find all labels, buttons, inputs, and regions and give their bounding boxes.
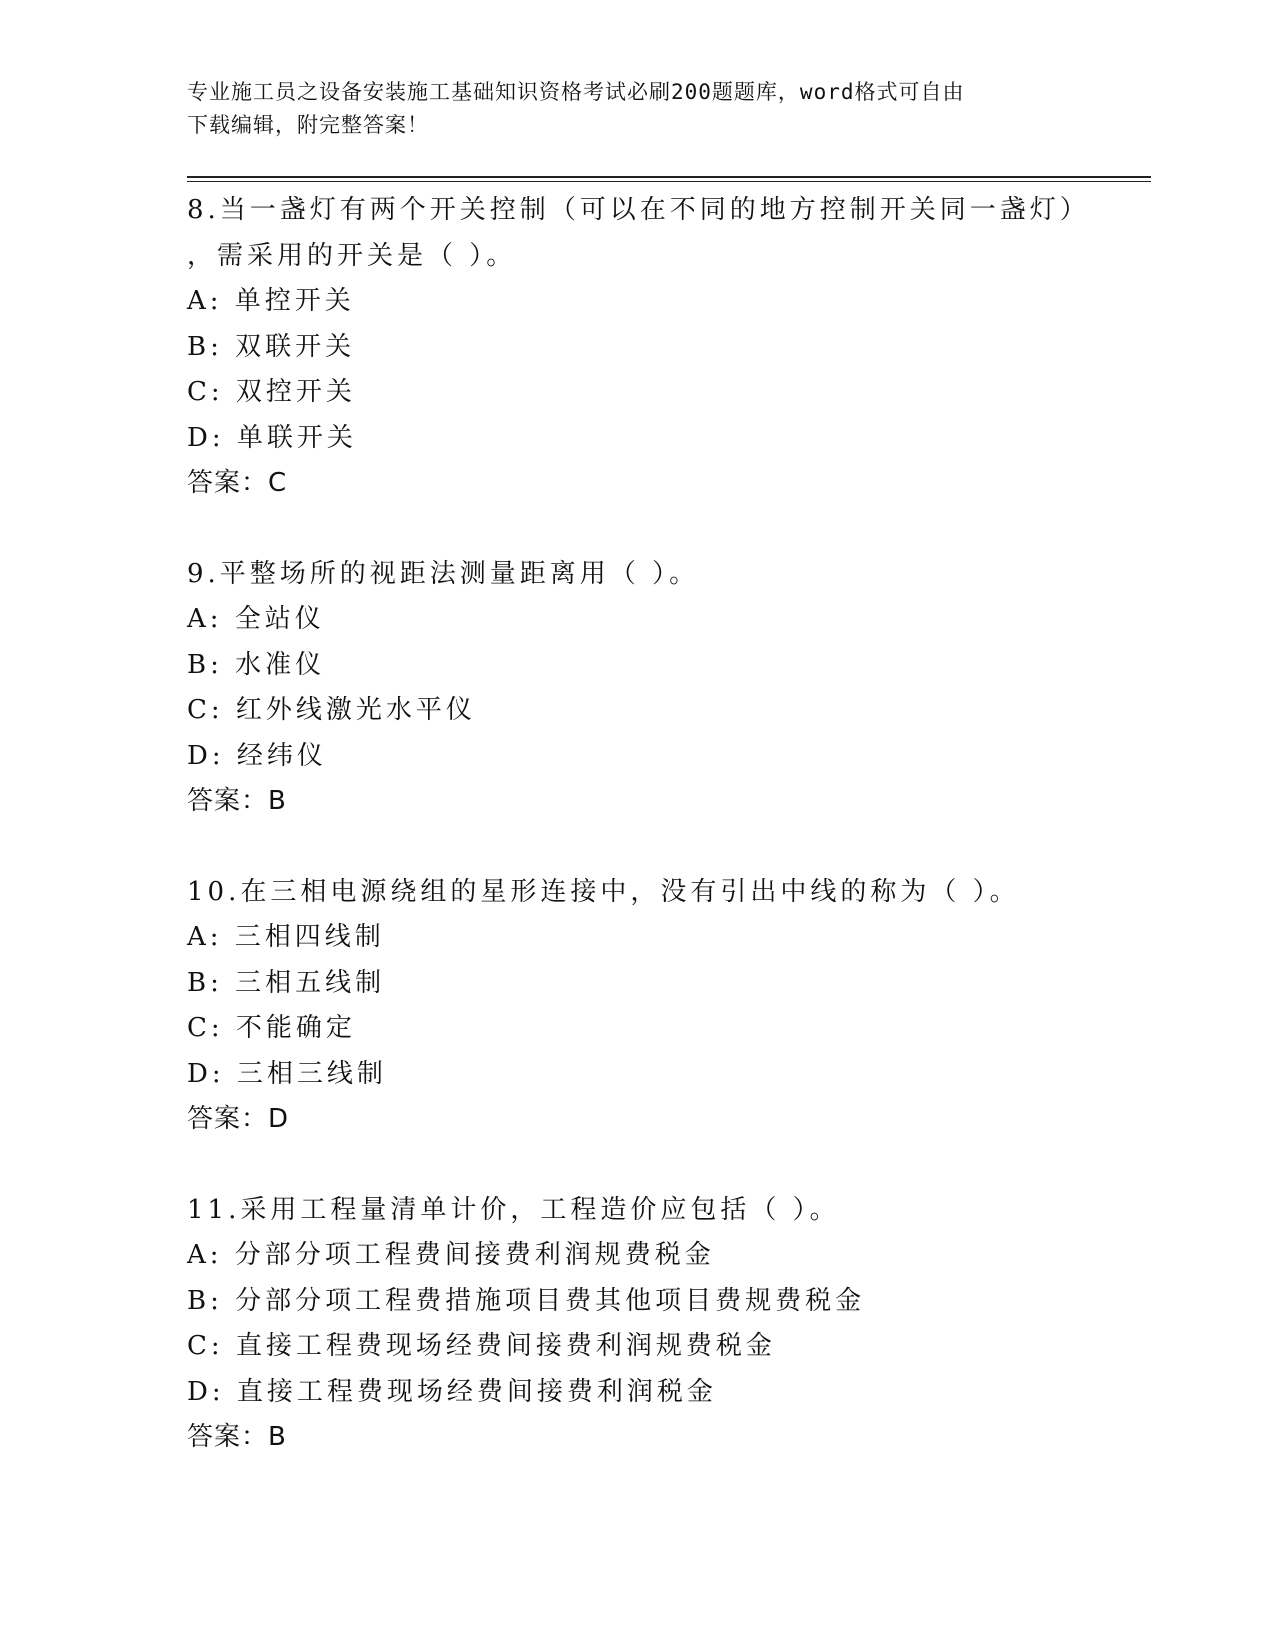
question-stem: 8.当一盏灯有两个开关控制（可以在不同的地方控制开关同一盏灯）: [187, 195, 1090, 225]
option-d: D: 单联开关: [187, 422, 357, 453]
question-stem-continued: ，需采用的开关是（ ）。: [187, 240, 517, 271]
option-c: C: 不能确定: [187, 1013, 356, 1043]
option-d: D: 直接工程费现场经费间接费利润税金: [187, 1376, 717, 1407]
option-a: A: 全站仪: [187, 604, 325, 634]
option-d: D: 经纬仪: [187, 740, 327, 771]
document-header: [187, 76, 1067, 142]
header-line-2: 下载编辑，附完整答案！: [187, 113, 429, 137]
question-stem: 11.采用工程量清单计价，工程造价应包括（ ）。: [187, 1194, 840, 1225]
answer-line: 答案：C: [187, 468, 288, 498]
question-stem: 10.在三相电源绕组的星形连接中，没有引出中线的称为（ ）。: [187, 876, 1020, 907]
answer-line: 答案：B: [187, 786, 287, 816]
question-list: [187, 188, 1090, 1506]
header-divider-thin: [187, 181, 1151, 182]
question-9: [187, 552, 1087, 825]
option-b: B: 水准仪: [187, 649, 326, 680]
question-8: [187, 188, 1090, 507]
option-b: B: 三相五线制: [187, 967, 386, 998]
answer-line: 答案：B: [187, 1422, 287, 1452]
option-b: B: 分部分项工程费措施项目费其他项目费规费税金: [187, 1285, 866, 1316]
question-stem: 9.平整场所的视距法测量距离用（ ）。: [187, 558, 700, 589]
answer-line: 答案：D: [187, 1104, 290, 1134]
option-a: A: 分部分项工程费间接费利润规费税金: [187, 1240, 715, 1270]
option-d: D: 三相三线制: [187, 1058, 387, 1089]
option-b: B: 双联开关: [187, 331, 356, 362]
option-a: A: 单控开关: [187, 286, 355, 316]
question-10: [187, 870, 1087, 1143]
question-11: [187, 1188, 1087, 1461]
header-line-1: 专业施工员之设备安装施工基础知识资格考试必刷200题题库，word格式可自由: [187, 80, 965, 104]
option-a: A: 三相四线制: [187, 922, 385, 952]
header-divider-thick: [187, 176, 1151, 178]
option-c: C: 直接工程费现场经费间接费利润规费税金: [187, 1331, 776, 1361]
option-c: C: 双控开关: [187, 377, 356, 407]
option-c: C: 红外线激光水平仪: [187, 695, 476, 725]
